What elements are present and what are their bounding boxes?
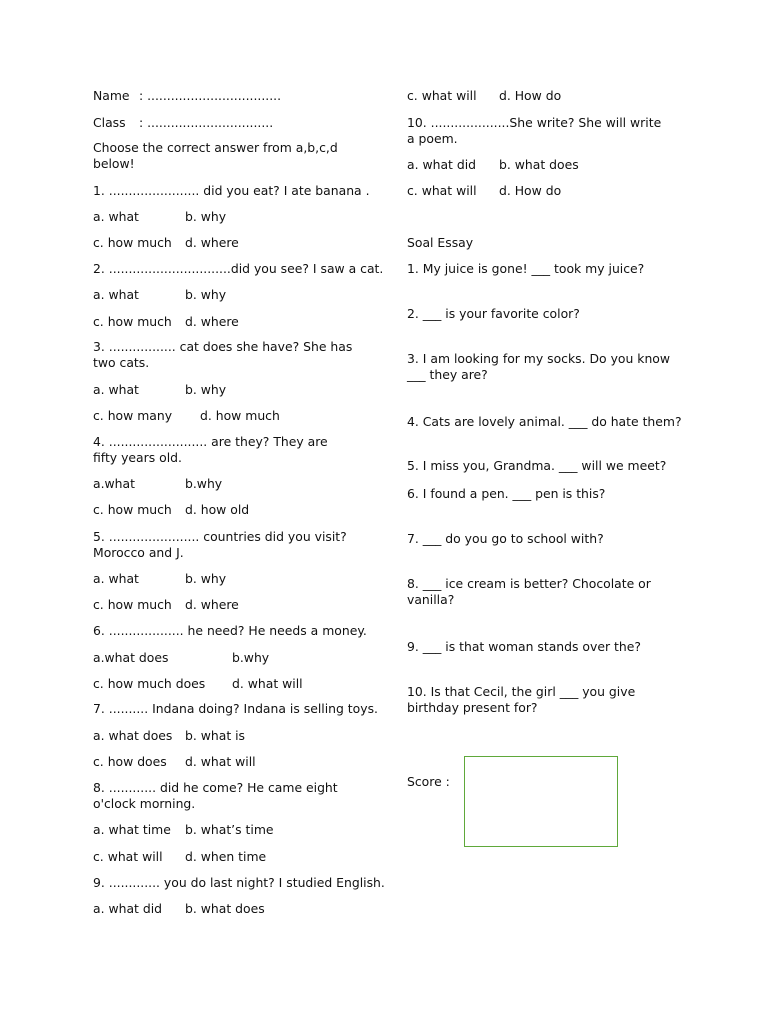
option-d: d. How do bbox=[499, 183, 562, 198]
score-label: Score : bbox=[407, 774, 450, 789]
options-3-cd bbox=[93, 408, 353, 424]
essay-item-8: 8. ___ ice cream is better? Chocolate or vanilla? bbox=[407, 576, 651, 607]
essay-item-1: 1. My juice is gone! ___ took my juice? bbox=[407, 261, 645, 276]
option-b: b. what does bbox=[185, 901, 265, 916]
option-c: c. what will bbox=[93, 849, 163, 864]
option-a: a. what does bbox=[93, 728, 173, 743]
essay-item-3: 3. I am looking for my socks. Do you know ___ they are? bbox=[407, 351, 671, 382]
options-2-cd bbox=[93, 314, 353, 330]
option-d: d. what will bbox=[185, 754, 256, 769]
question-7: 7. .......... Indana doing? Indana is selling toys. bbox=[93, 701, 378, 716]
options-1-ab bbox=[93, 209, 353, 225]
option-d: d. how much bbox=[200, 408, 280, 423]
option-a: a. what bbox=[93, 382, 139, 397]
essay-item-7: 7. ___ do you go to school with? bbox=[407, 531, 604, 546]
option-a: a. what bbox=[93, 209, 139, 224]
question-9: 9. ............. you do last night? I studied English. bbox=[93, 875, 385, 890]
options-7-ab bbox=[93, 728, 353, 744]
option-d: d. where bbox=[185, 235, 239, 250]
option-d: d. when time bbox=[185, 849, 267, 864]
essay-item-2: 2. ___ is your favorite color? bbox=[407, 306, 580, 321]
option-b: b.why bbox=[185, 476, 223, 491]
instruction: Choose the correct answer from a,b,c,d below! bbox=[93, 140, 338, 171]
option-b: b. why bbox=[185, 382, 227, 397]
option-c: c. what will bbox=[407, 183, 477, 198]
score-box[interactable] bbox=[464, 756, 618, 847]
option-c: c. what will bbox=[407, 88, 477, 103]
options-5-ab bbox=[93, 571, 353, 587]
option-c: c. how many bbox=[93, 408, 173, 423]
class-label: Class bbox=[93, 115, 126, 130]
option-d: d. How do bbox=[499, 88, 562, 103]
option-a: a. what bbox=[93, 571, 139, 586]
option-d: d. where bbox=[185, 314, 239, 329]
question-4: 4. ......................... are they? They are fifty years old. bbox=[93, 434, 328, 465]
options-4-cd bbox=[93, 502, 353, 518]
option-a: a. what did bbox=[407, 157, 477, 172]
option-a: a.what does bbox=[93, 650, 169, 665]
essay-title: Soal Essay bbox=[407, 235, 474, 250]
class-value: : ................................ bbox=[139, 115, 274, 130]
option-b: b. what is bbox=[185, 728, 246, 743]
option-b: b. what’s time bbox=[185, 822, 274, 837]
option-c: c. how much bbox=[93, 597, 172, 612]
essay-item-4: 4. Cats are lovely animal. ___ do hate them? bbox=[407, 414, 682, 429]
option-b: b. why bbox=[185, 287, 227, 302]
options-10-ab bbox=[407, 157, 667, 173]
question-10: 10. ....................She write? She will write a poem. bbox=[407, 115, 662, 146]
options-10-cd bbox=[407, 183, 667, 199]
name-label: Name bbox=[93, 88, 130, 103]
option-c: c. how much does bbox=[93, 676, 206, 691]
option-d: d. how old bbox=[185, 502, 250, 517]
option-c: c. how much bbox=[93, 502, 172, 517]
option-a: a. what time bbox=[93, 822, 171, 837]
option-b: b. what does bbox=[499, 157, 579, 172]
option-d: d. what will bbox=[232, 676, 303, 691]
options-7-cd bbox=[93, 754, 353, 770]
options-9-cd bbox=[407, 88, 667, 104]
question-8: 8. ............ did he come? He came eight o'clock morning. bbox=[93, 780, 338, 811]
question-2: 2. ...............................did you see? I saw a cat. bbox=[93, 261, 384, 276]
options-1-cd bbox=[93, 235, 353, 251]
question-6: 6. ................... he need? He needs a money. bbox=[93, 623, 367, 638]
option-c: c. how does bbox=[93, 754, 167, 769]
options-5-cd bbox=[93, 597, 353, 613]
options-8-cd bbox=[93, 849, 353, 865]
options-2-ab bbox=[93, 287, 353, 303]
question-5: 5. ....................... countries did you visit? Morocco and J. bbox=[93, 529, 347, 560]
essay-item-10: 10. Is that Cecil, the girl ___ you give birthday present for? bbox=[407, 684, 636, 715]
option-b: b. why bbox=[185, 571, 227, 586]
option-c: c. how much bbox=[93, 235, 172, 250]
option-b: b. why bbox=[185, 209, 227, 224]
options-8-ab bbox=[93, 822, 353, 838]
option-a: a.what bbox=[93, 476, 135, 491]
name-value: : .................................. bbox=[139, 88, 282, 103]
option-a: a. what bbox=[93, 287, 139, 302]
options-9-ab bbox=[93, 901, 353, 917]
options-4-ab bbox=[93, 476, 353, 492]
essay-item-5: 5. I miss you, Grandma. ___ will we meet? bbox=[407, 458, 667, 473]
option-a: a. what did bbox=[93, 901, 163, 916]
option-b: b.why bbox=[232, 650, 270, 665]
option-d: d. where bbox=[185, 597, 239, 612]
essay-item-9: 9. ___ is that woman stands over the? bbox=[407, 639, 641, 654]
options-6-cd bbox=[93, 676, 353, 692]
option-c: c. how much bbox=[93, 314, 172, 329]
class-line bbox=[93, 115, 274, 131]
question-1: 1. ....................... did you eat? I ate banana . bbox=[93, 183, 370, 198]
options-6-ab bbox=[93, 650, 353, 666]
essay-item-6: 6. I found a pen. ___ pen is this? bbox=[407, 486, 606, 501]
options-3-ab bbox=[93, 382, 353, 398]
question-3: 3. ................. cat does she have? She has two cats. bbox=[93, 339, 353, 370]
name-line bbox=[93, 88, 282, 104]
